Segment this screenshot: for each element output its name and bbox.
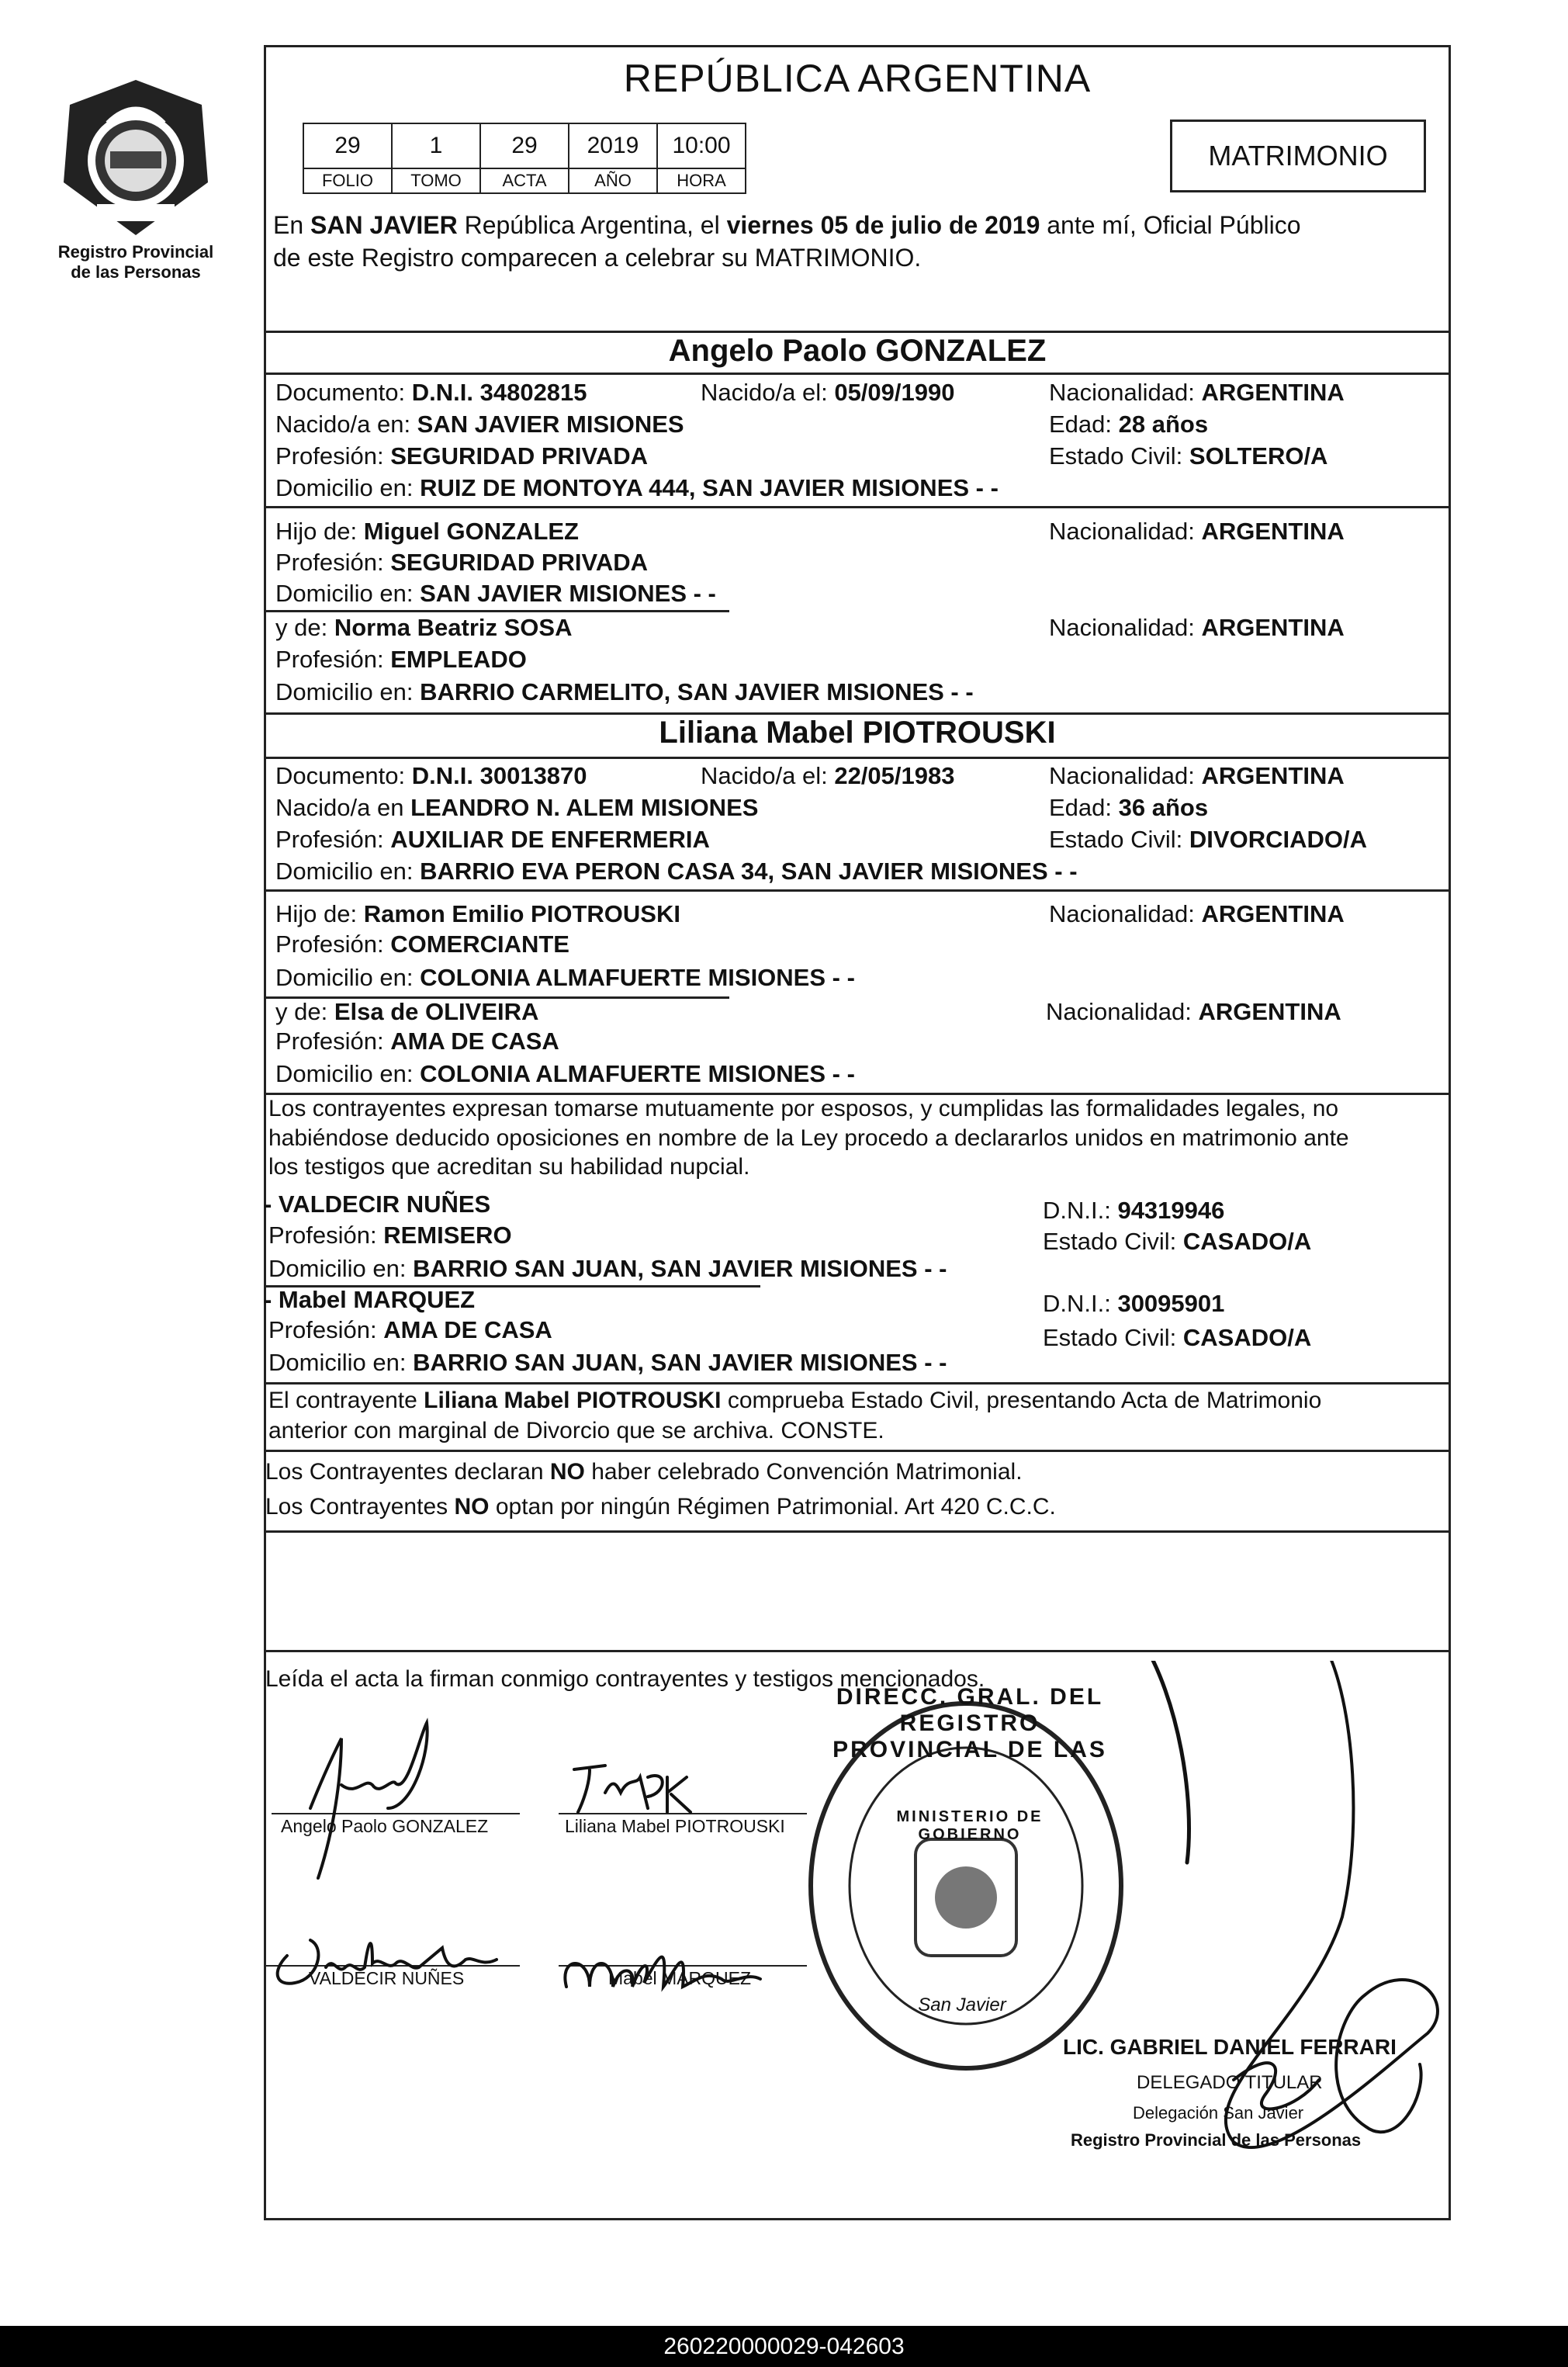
stamp-outer-text: DIRECC. GRAL. DEL REGISTRO PROVINCIAL DE LAS (832, 1684, 1107, 1762)
year-label: AÑO (569, 168, 657, 193)
stamp-bottom-text: San Javier (918, 1994, 1006, 2015)
bride-mother: y de: Elsa de OLIVEIRA (275, 998, 539, 1025)
groom-profession: Profesión: SEGURIDAD PRIVADA (275, 442, 649, 470)
intro-date: viernes 05 de julio de 2019 (726, 211, 1040, 239)
divider (264, 757, 1451, 759)
witness-2-dni: D.N.I.: 30095901 (1043, 1290, 1225, 1317)
stamp-inner-text: MINISTERIO DE GOBIERNO (896, 1808, 1044, 1843)
witness-2-name: - Mabel MARQUEZ (264, 1286, 476, 1313)
hour-label: HORA (657, 168, 746, 193)
groom-doc: Documento: D.N.I. 34802815 (275, 379, 587, 406)
tomo-label: TOMO (392, 168, 480, 193)
acta-value: 29 (480, 123, 569, 168)
tomo-value: 1 (392, 123, 480, 168)
official-role: DELEGADO TITULAR (1137, 2072, 1323, 2093)
logo-line-1: Registro Provincial (57, 242, 214, 262)
signature-label-witness-1: VALDECIR NUÑES (309, 1968, 465, 1988)
witness-2-address: Domicilio en: BARRIO SAN JUAN, SAN JAVIER MISIONES - - (268, 1349, 947, 1376)
bride-address: Domicilio en: BARRIO EVA PERON CASA 34, SAN JAVIER MISIONES - - (275, 858, 1078, 885)
groom-mother: y de: Norma Beatriz SOSA (275, 614, 573, 641)
official-name: LIC. GABRIEL DANIEL FERRARI (1063, 2035, 1397, 2059)
bride-birthplace: Nacido/a en LEANDRO N. ALEM MISIONES (275, 794, 759, 821)
bride-mother-address: Domicilio en: COLONIA ALMAFUERTE MISIONES - - (275, 1060, 855, 1087)
province-logo (54, 74, 217, 241)
declaration-line-2: habiéndose deducido oposiciones en nombre de la Ley procedo a declararlos unidos en matrimonio ante (268, 1125, 1349, 1151)
folio-label: FOLIO (303, 168, 392, 193)
groom-name: Angelo Paolo GONZALEZ (668, 334, 1047, 368)
witness-1-civil-status: Estado Civil: CASADO/A (1043, 1228, 1312, 1255)
intro-place: SAN JAVIER (310, 211, 458, 239)
divider (264, 506, 1451, 508)
intro-line-2: de este Registro comparecen a celebrar su MATRIMONIO. (273, 244, 922, 272)
witness-1-dni: D.N.I.: 94319946 (1043, 1197, 1225, 1224)
convention-line-2: Los Contrayentes NO optan por ningún Régimen Patrimonial. Art 420 C.C.C. (265, 1494, 1056, 1520)
groom-mother-address: Domicilio en: BARRIO CARMELITO, SAN JAVIER MISIONES - - (275, 678, 974, 705)
acta-label: ACTA (480, 168, 569, 193)
groom-nationality: Nacionalidad: ARGENTINA (1049, 379, 1345, 406)
civil-status-note-line-2: anterior con marginal de Divorcio que se archiva. CONSTE. (268, 1418, 884, 1443)
groom-age: Edad: 28 años (1049, 411, 1209, 438)
bride-civil-status: Estado Civil: DIVORCIADO/A (1049, 826, 1367, 853)
signature-witness-2-icon (565, 1957, 760, 1987)
groom-father-profession: Profesión: SEGURIDAD PRIVADA (275, 549, 649, 576)
divider (264, 1450, 1451, 1452)
bride-father-address: Domicilio en: COLONIA ALMAFUERTE MISIONES - - (275, 964, 855, 991)
groom-birthplace: Nacido/a en: SAN JAVIER MISIONES (275, 411, 684, 438)
bride-name: Liliana Mabel PIOTROUSKI (659, 716, 1056, 750)
divider (264, 1382, 1451, 1385)
bride-nationality: Nacionalidad: ARGENTINA (1049, 762, 1345, 789)
groom-father: Hijo de: Miguel GONZALEZ (275, 518, 579, 545)
witness-1-profession: Profesión: REMISERO (268, 1222, 512, 1249)
declaration-line-1: Los contrayentes expresan tomarse mutuamente por esposos, y cumplidas las formalidades legales, no (268, 1096, 1339, 1121)
divider (264, 373, 1451, 375)
bride-mother-profession: Profesión: AMA DE CASA (275, 1028, 559, 1055)
logo-line-2: de las Personas (71, 262, 201, 282)
groom-father-nationality: Nacionalidad: ARGENTINA (1049, 518, 1345, 545)
divider (264, 889, 1451, 892)
groom-address: Domicilio en: RUIZ DE MONTOYA 444, SAN JAVIER MISIONES - - (275, 474, 999, 501)
bride-father-profession: Profesión: COMERCIANTE (275, 931, 569, 958)
bride-profession: Profesión: AUXILIAR DE ENFERMERIA (275, 826, 710, 853)
signature-witness-1-icon (278, 1940, 497, 1984)
closing-statement: Leída el acta la firman conmigo contrayentes y testigos mencionados. (265, 1666, 985, 1692)
intro-line-1: En SAN JAVIER República Argentina, el viernes 05 de julio de 2019 ante mí, Oficial Público (273, 211, 1301, 239)
signature-label-groom: Angelo Paolo GONZALEZ (281, 1816, 489, 1836)
folio-value: 29 (303, 123, 392, 168)
bride-doc: Documento: D.N.I. 30013870 (275, 762, 587, 789)
convention-line-1: Los Contrayentes declaran NO haber celebrado Convención Matrimonial. (265, 1459, 1023, 1485)
witness-1-address: Domicilio en: BARRIO SAN JUAN, SAN JAVIER MISIONES - - (268, 1255, 947, 1282)
divider (264, 712, 1451, 715)
civil-status-note-line-1: El contrayente Liliana Mabel PIOTROUSKI comprueba Estado Civil, presentando Acta de Matrimonio (268, 1388, 1322, 1413)
groom-mother-nationality: Nacionalidad: ARGENTINA (1049, 614, 1345, 641)
bride-mother-nationality: Nacionalidad: ARGENTINA (1046, 998, 1341, 1025)
groom-father-address: Domicilio en: SAN JAVIER MISIONES - - (275, 580, 716, 607)
document-code-bar: 260220000029-042603 (0, 2326, 1568, 2367)
groom-born: Nacido/a el: 05/09/1990 (701, 379, 955, 406)
bride-born: Nacido/a el: 22/05/1983 (701, 762, 955, 789)
official-office: Delegación San Javier (1133, 2103, 1304, 2123)
document-title: REPÚBLICA ARGENTINA (623, 57, 1092, 100)
hour-value: 10:00 (657, 123, 746, 168)
bride-father: Hijo de: Ramon Emilio PIOTROUSKI (275, 900, 680, 927)
signature-bride-icon (574, 1766, 691, 1812)
record-type-box: MATRIMONIO (1170, 120, 1426, 192)
groom-mother-profession: Profesión: EMPLEADO (275, 646, 527, 673)
province-emblem-icon (54, 74, 217, 241)
signature-groom-icon (310, 1723, 427, 1878)
bride-father-nationality: Nacionalidad: ARGENTINA (1049, 900, 1345, 927)
official-org: Registro Provincial de las Personas (1071, 2130, 1362, 2150)
signature-label-witness-2: Mabel MARQUEZ (608, 1968, 752, 1988)
witness-2-profession: Profesión: AMA DE CASA (268, 1316, 552, 1343)
bride-age: Edad: 36 años (1049, 794, 1209, 821)
divider (264, 331, 1451, 333)
witness-2-civil-status: Estado Civil: CASADO/A (1043, 1324, 1312, 1351)
divider (264, 1530, 1451, 1533)
reference-table (303, 123, 746, 194)
groom-civil-status: Estado Civil: SOLTERO/A (1049, 442, 1328, 470)
year-value: 2019 (569, 123, 657, 168)
declaration-line-3: los testigos que acreditan su habilidad nupcial. (268, 1154, 750, 1180)
divider (264, 1650, 1451, 1652)
witness-1-name: - VALDECIR NUÑES (264, 1190, 491, 1218)
signature-label-bride: Liliana Mabel PIOTROUSKI (565, 1816, 785, 1836)
